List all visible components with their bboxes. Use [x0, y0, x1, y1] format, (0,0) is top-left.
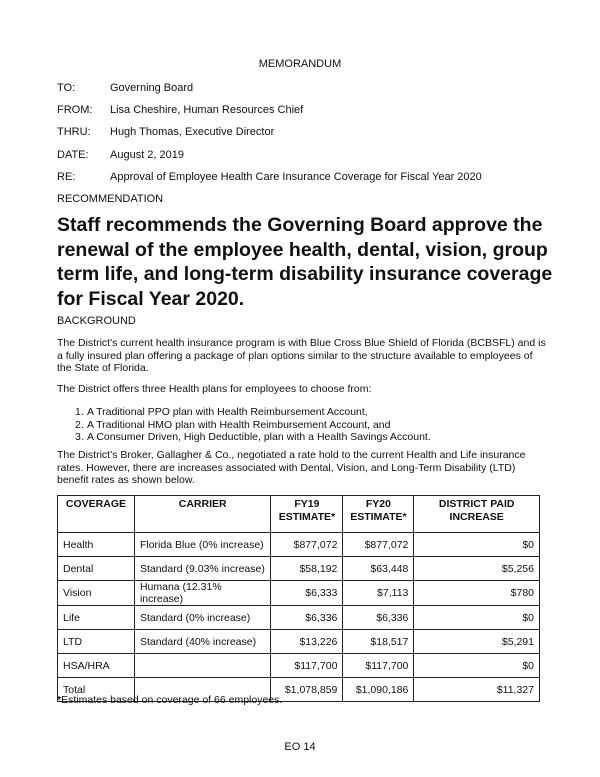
cell-fy19: $6,336	[271, 606, 343, 630]
cell-fy19: $6,333	[271, 581, 343, 606]
cell-coverage: Vision	[58, 581, 135, 606]
col-district-increase: DISTRICT PAID INCREASE	[414, 496, 540, 533]
table-row	[58, 630, 540, 654]
cell-increase: $0	[414, 606, 540, 630]
cell-fy20: $877,072	[343, 533, 414, 557]
list-item: 1. A Traditional PPO plan with Health Reimbursement Account,	[75, 406, 368, 418]
from-value: Lisa Cheshire, Human Resources Chief	[110, 104, 304, 116]
date-value: August 2, 2019	[110, 149, 185, 161]
cell-fy19: $117,700	[271, 654, 343, 678]
health-plans-list	[75, 406, 431, 444]
cell-fy19: $13,226	[271, 630, 343, 654]
cell-increase: $5,256	[414, 557, 540, 581]
cell-carrier	[134, 654, 270, 678]
cell-carrier: Standard (0% increase)	[134, 606, 270, 630]
cell-fy19: $1,078,859	[271, 678, 343, 702]
cell-fy20: $63,448	[343, 557, 414, 581]
col-fy20: FY20 ESTIMATE*	[343, 496, 414, 533]
cell-fy20: $117,700	[343, 654, 414, 678]
cell-increase: $780	[414, 581, 540, 606]
recommendation-text: Staff recommends the Governing Board approve the renewal of the employee health, dental, vision, group term life, and long-term disability insurance coverage for Fiscal Year 2020.	[57, 214, 553, 310]
table-row	[58, 557, 540, 581]
cell-fy19: $58,192	[271, 557, 343, 581]
re-label: RE:	[57, 171, 76, 183]
paragraph-current-program: The District's current health insurance program is with Blue Cross Blue Shield of Florida (BCBSFL) and is a fully insured plan offering a package of plan options similar to the structure available to employees of the State of Florida.	[57, 337, 546, 374]
paragraph-broker: The District’s Broker, Gallagher & Co., negotiated a rate hold to the current Health and Life insurance rates. However, there are increases associated with Dental, Vision, and Long-Term Disability (LTD) benefit rates as shown below.	[57, 449, 526, 486]
table-row	[58, 533, 540, 557]
cell-fy20: $18,517	[343, 630, 414, 654]
to-label: TO:	[57, 82, 76, 94]
re-value: Approval of Employee Health Care Insurance Coverage for Fiscal Year 2020	[110, 171, 482, 183]
cell-coverage: Life	[58, 606, 135, 630]
table-row	[58, 606, 540, 630]
cell-increase: $0	[414, 533, 540, 557]
cell-fy20: $7,113	[343, 581, 414, 606]
date-label: DATE:	[57, 149, 89, 161]
cell-fy20: $6,336	[343, 606, 414, 630]
cell-coverage: Dental	[58, 557, 135, 581]
memo-title: MEMORANDUM	[258, 58, 342, 70]
cell-carrier: Humana (12.31% increase)	[134, 581, 270, 606]
to-value: Governing Board	[110, 82, 194, 94]
cell-carrier: Standard (40% increase)	[134, 630, 270, 654]
table-footnote	[57, 694, 282, 706]
cell-increase: $11,327	[414, 678, 540, 702]
table-header-row	[58, 496, 540, 533]
col-carrier: CARRIER	[134, 496, 270, 533]
cell-coverage: LTD	[58, 630, 135, 654]
cell-increase: $0	[414, 654, 540, 678]
table-row	[58, 654, 540, 678]
cell-coverage: HSA/HRA	[58, 654, 135, 678]
cell-increase: $5,291	[414, 630, 540, 654]
list-item: 3. A Consumer Driven, High Deductible, plan with a Health Savings Account.	[75, 431, 431, 443]
cell-carrier: Standard (9.03% increase)	[134, 557, 270, 581]
thru-label: THRU:	[57, 126, 91, 138]
recommendation-heading: RECOMMENDATION	[57, 193, 164, 205]
table-row	[58, 581, 540, 606]
background-heading: BACKGROUND	[57, 315, 136, 327]
thru-value: Hugh Thomas, Executive Director	[110, 126, 275, 138]
footnote-star: *	[57, 694, 62, 706]
paragraph-plans-intro: The District offers three Health plans for employees to choose from:	[57, 383, 372, 395]
cell-carrier: Florida Blue (0% increase)	[134, 533, 270, 557]
cell-fy19: $877,072	[271, 533, 343, 557]
cell-coverage: Total	[58, 678, 135, 702]
col-fy19: FY19 ESTIMATE*	[271, 496, 343, 533]
cell-fy20: $1,090,186	[343, 678, 414, 702]
cell-coverage: Health	[58, 533, 135, 557]
coverage-table	[57, 495, 540, 702]
from-label: FROM:	[57, 104, 93, 116]
list-item: 2. A Traditional HMO plan with Health Reimbursement Account, and	[75, 418, 391, 431]
col-coverage: COVERAGE	[58, 496, 135, 533]
page-number: EO 14	[284, 741, 316, 753]
footnote-text: Estimates based on coverage of 66 employees.	[61, 694, 283, 706]
